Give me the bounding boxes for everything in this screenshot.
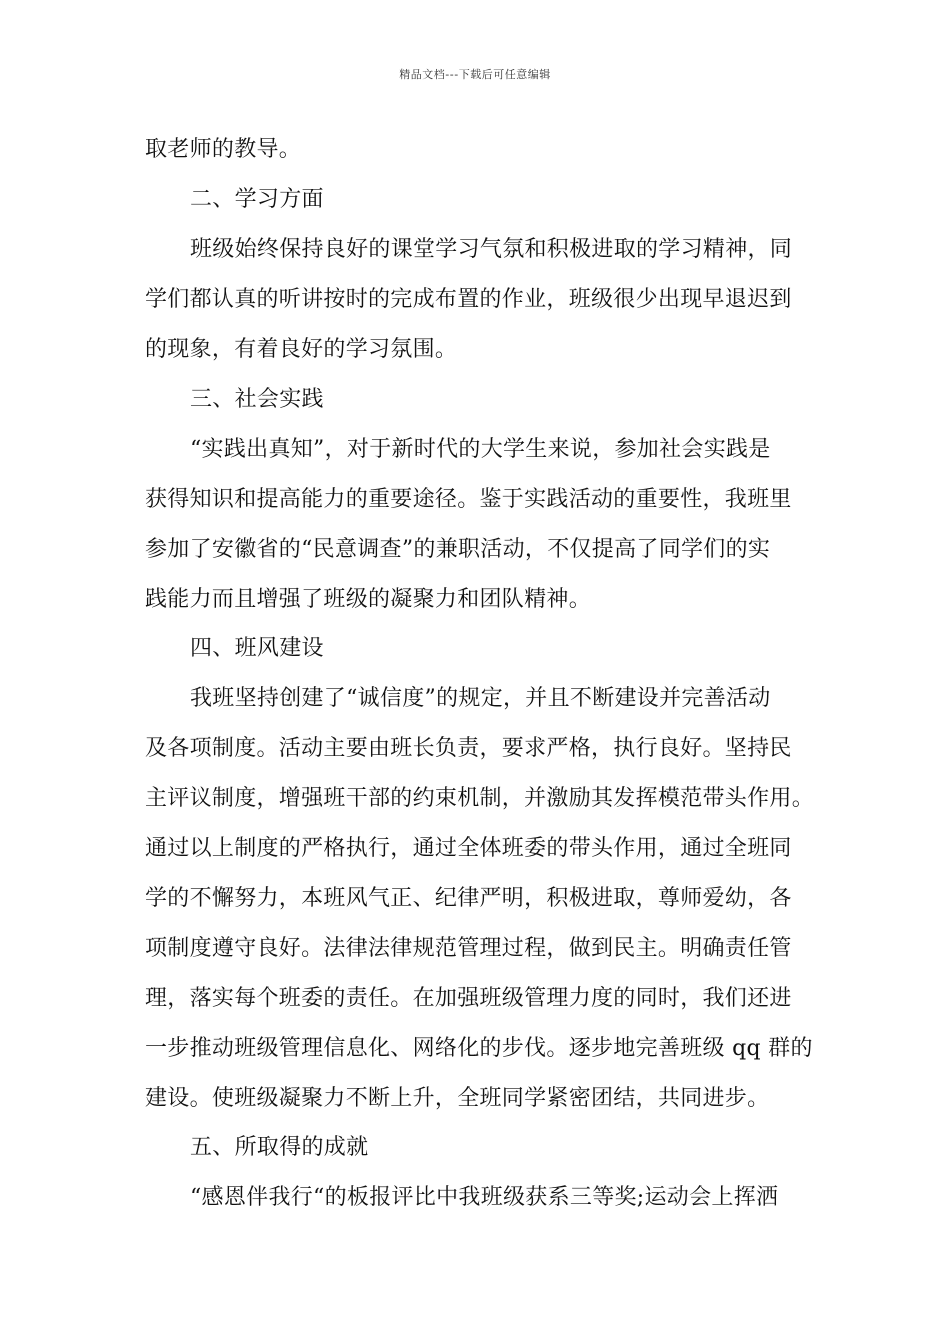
section-heading-study: 二、学习方面 xyxy=(190,187,324,212)
text-line-17: 项制度遵守良好。法律法律规范管理过程，做到民主。明确责任管 xyxy=(145,936,792,961)
text-line-16: 学的不懈努力，本班风气正、纪律严明，积极进取，尊师爱幼，各 xyxy=(145,886,792,911)
page-header: 精品文档---下载后可任意编辑 xyxy=(399,68,551,81)
text-line-14: 主评议制度，增强班干部的约束机制，并激励其发挥模范带头作用。 xyxy=(145,786,815,811)
text-line-19: 一步推动班级管理信息化、网络化的步伐。逐步地完善班级 qq 群的 xyxy=(145,1036,813,1061)
text-line-8: 获得知识和提高能力的重要途径。鉴于实践活动的重要性，我班里 xyxy=(145,487,792,512)
text-line-3: 班级始终保持良好的课堂学习气氛和积极进取的学习精神，同 xyxy=(190,237,793,262)
text-line-15: 通过以上制度的严格执行，通过全体班委的带头作用，通过全班同 xyxy=(145,836,792,861)
text-line-1: 取老师的教导。 xyxy=(145,137,302,162)
section-heading-achievements: 五、所取得的成就 xyxy=(190,1135,369,1160)
text-line-7: “实践出真知”，对于新时代的大学生来说，参加社会实践是 xyxy=(190,437,771,462)
text-line-20: 建设。使班级凝聚力不断上升，全班同学紧密团结，共同进步。 xyxy=(145,1086,770,1111)
text-line-18: 理，落实每个班委的责任。在加强班级管理力度的同时，我们还进 xyxy=(145,986,792,1011)
section-heading-class-style: 四、班风建设 xyxy=(190,636,324,661)
text-line-10: 践能力而且增强了班级的凝聚力和团队精神。 xyxy=(145,587,592,612)
text-line-5: 的现象，有着良好的学习氛围。 xyxy=(145,337,458,362)
text-line-22: “感恩伴我行“的板报评比中我班级获系三等奖;运动会上挥洒 xyxy=(190,1185,779,1210)
section-heading-practice: 三、社会实践 xyxy=(190,387,324,412)
text-line-13: 及各项制度。活动主要由班长负责，要求严格，执行良好。坚持民 xyxy=(145,736,792,761)
text-line-4: 学们都认真的听讲按时的完成布置的作业，班级很少出现早退迟到 xyxy=(145,287,792,312)
text-line-12: 我班坚持创建了“诚信度”的规定，并且不断建设并完善活动 xyxy=(190,686,771,711)
text-line-9: 参加了安徽省的“民意调查”的兼职活动，不仅提高了同学们的实 xyxy=(145,537,771,562)
